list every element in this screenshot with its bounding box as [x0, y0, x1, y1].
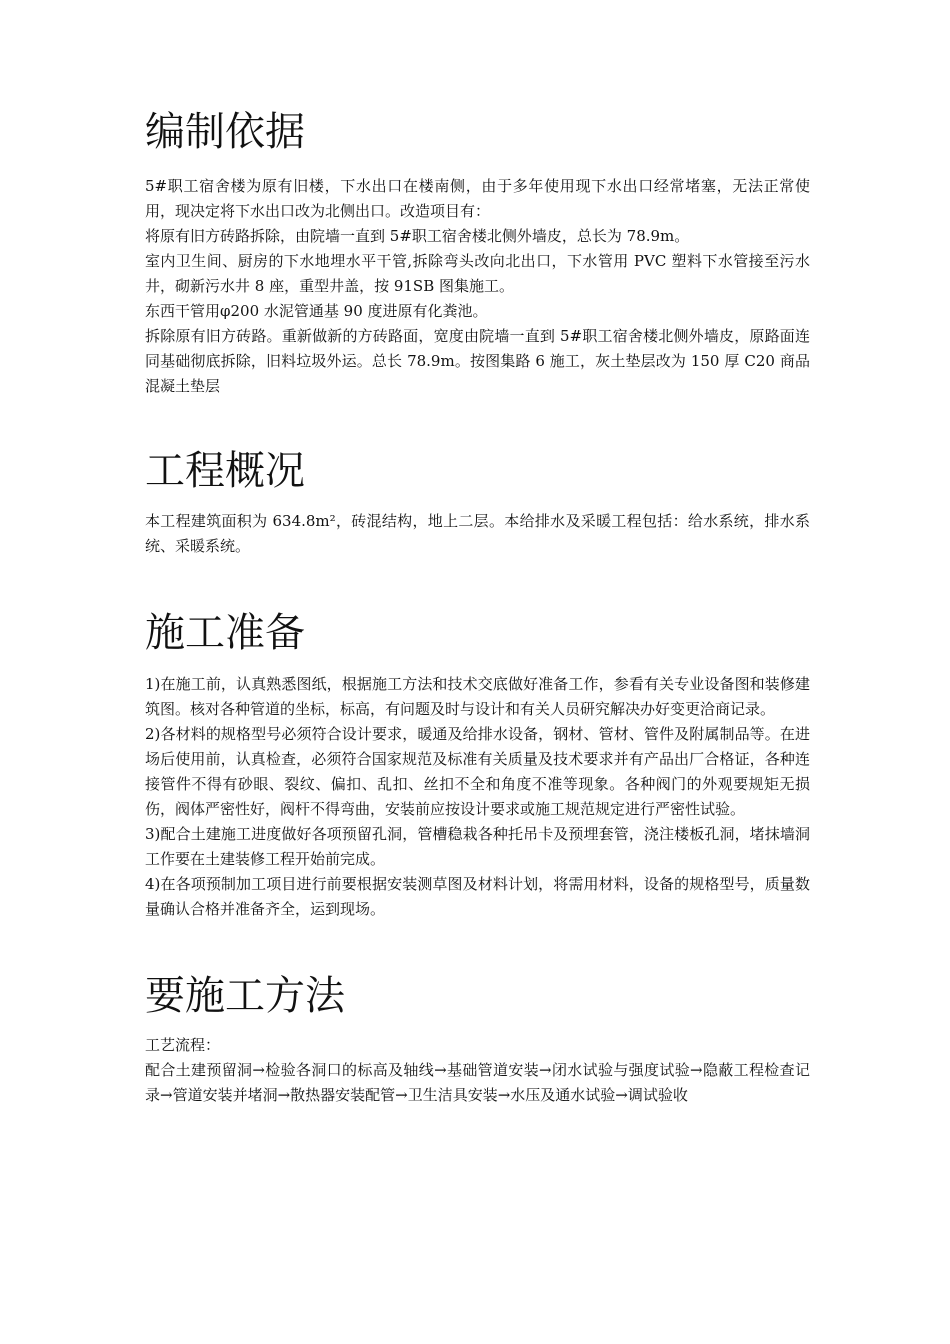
section-body	[145, 174, 810, 399]
section-heading: 施工准备	[145, 610, 305, 656]
section-body	[145, 1033, 810, 1108]
section-heading: 编制依据	[145, 109, 305, 155]
paragraph: 2)各材料的规格型号必须符合设计要求，暖通及给排水设备，钢材、管材、管件及附属制品等。在进场后使用前，认真检查，必须符合国家规范及标准有关质量及技术要求并有产品出厂合格证，各种连接管件不得有砂眼、裂纹、偏扣、乱扣、丝扣不全和角度不准等现象。各种阀门的外观要规矩无损伤，阀体严密性好，阀杆不得弯曲，安装前应按设计要求或施工规范规定进行严密性试验。	[145, 725, 810, 818]
section-body	[145, 509, 810, 559]
paragraph: 配合土建预留洞→检验各洞口的标高及轴线→基础管道安装→闭水试验与强度试验→隐蔽工程检查记录→管道安装并堵洞→散热器安装配管→卫生洁具安装→水压及通水试验→调试验收	[145, 1061, 810, 1104]
paragraph: 3)配合土建施工进度做好各项预留孔洞，管槽稳栽各种托吊卡及预埋套管，浇注楼板孔洞，堵抹墙洞工作要在土建装修工程开始前完成。	[145, 825, 810, 868]
section-compilation-basis	[145, 108, 810, 399]
paragraph: 本工程建筑面积为 634.8m²，砖混结构，地上二层。本给排水及采暖工程包括：给水系统，排水系统、采暖系统。	[145, 512, 810, 555]
paragraph: 5#职工宿舍楼为原有旧楼，下水出口在楼南侧，由于多年使用现下水出口经常堵塞，无法正常使用，现决定将下水出口改为北侧出口。改造项目有：	[145, 177, 810, 220]
paragraph: 东西干管用φ200 水泥管通基 90 度进原有化粪池。	[145, 302, 488, 320]
section-construction-methods	[145, 972, 810, 1108]
paragraph: 4)在各项预制加工项目进行前要根据安装测草图及材料计划，将需用材料，设备的规格型号，质量数量确认合格并准备齐全，运到现场。	[145, 875, 810, 918]
section-heading: 工程概况	[145, 448, 305, 494]
paragraph: 将原有旧方砖路拆除，由院墙一直到 5#职工宿舍楼北侧外墙皮，总长为 78.9m。	[145, 227, 690, 245]
section-heading: 要施工方法	[145, 973, 345, 1019]
section-construction-preparation	[145, 609, 810, 922]
paragraph: 拆除原有旧方砖路。重新做新的方砖路面，宽度由院墙一直到 5#职工宿舍楼北侧外墙皮，原路面连同基础彻底拆除，旧料垃圾外运。总长 78.9m。按图集路 6 施工，灰土垫层改为 150 厚 C20 商品混凝土垫层	[145, 327, 810, 395]
document-page	[145, 0, 810, 1108]
paragraph: 1)在施工前，认真熟悉图纸，根据施工方法和技术交底做好准备工作，参看有关专业设备图和装修建筑图。核对各种管道的坐标，标高，有问题及时与设计和有关人员研究解决办好变更洽商记录。	[145, 675, 810, 718]
section-body	[145, 672, 810, 922]
paragraph: 工艺流程：	[145, 1036, 221, 1054]
section-project-overview	[145, 447, 810, 559]
paragraph: 室内卫生间、厨房的下水地埋水平干管,拆除弯头改向北出口，下水管用 PVC 塑料下水管接至污水井，砌新污水井 8 座，重型井盖，按 91SB 图集施工。	[145, 252, 810, 295]
